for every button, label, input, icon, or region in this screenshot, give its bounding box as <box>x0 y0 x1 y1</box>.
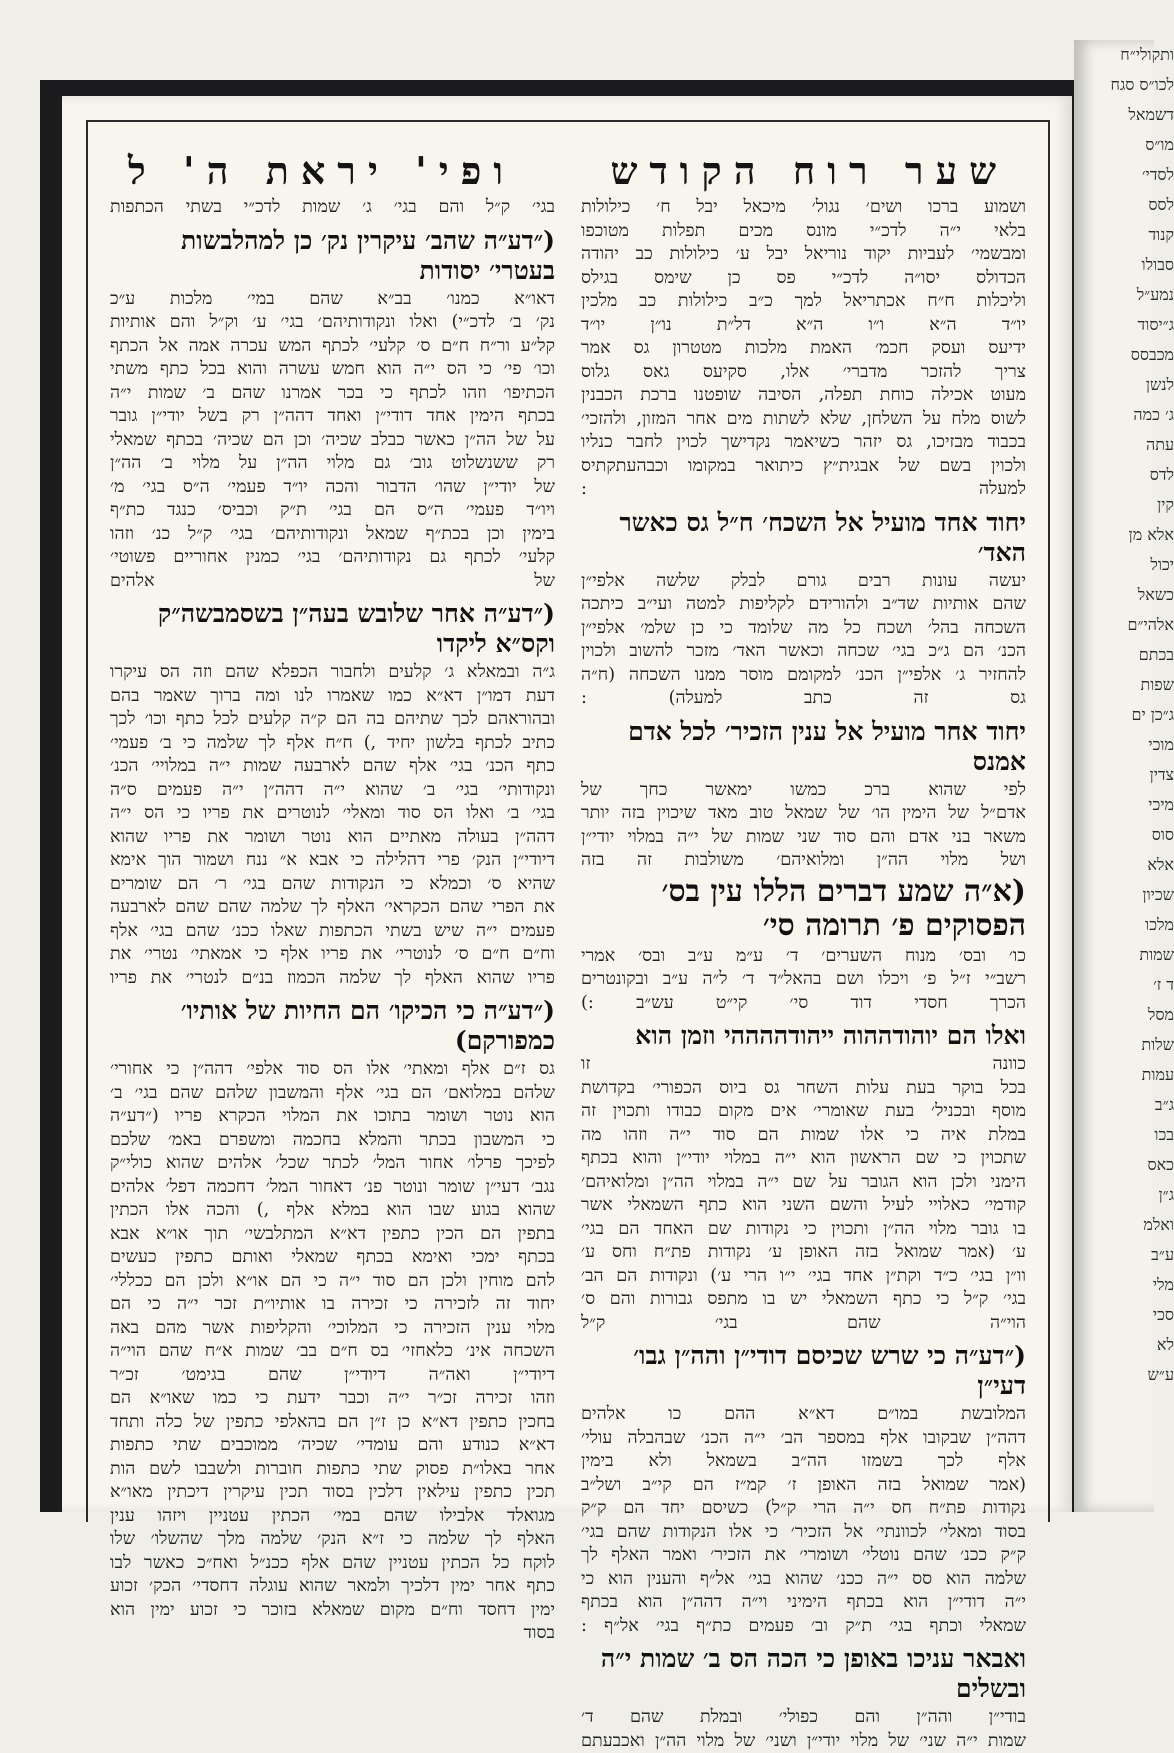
right-column-text-line: לשוס מלח על השלחן, שלא לשתות מים אחר המזון, ולהזכי׳ <box>581 408 1026 432</box>
page-header <box>128 130 1008 186</box>
right-column-text-line: בו גובר מלוי הה״ן ותכוין כי נקודות שם האחד הם בגי׳ <box>581 1218 1026 1242</box>
facing-page-text-line: נמע״ל <box>1094 280 1174 310</box>
facing-page-text-line: ג׳ כמה <box>1094 400 1174 430</box>
left-column-text-line: ויו״ד פעמי׳ ה״ס הם בגי׳ ת״ק וכביס׳ כנגד כת״ף <box>110 499 555 523</box>
right-column-text-line: שמות י״ה שני׳ של מלוי יודי״ן ושני׳ של מלוי הה״ן ואכבעתם <box>581 1730 1026 1753</box>
left-column-text-line: הוא נוטר ושומר בתוכו את המלוי הכקרא פריו (״דע״ה <box>110 1105 555 1129</box>
facing-page-text-line: מכבסס <box>1094 340 1174 370</box>
left-column-text-line: בגי׳ ק״ל והם בגי׳ ג׳ שמות לדכ״י בשתי הכתפות <box>110 196 555 220</box>
facing-page-text-line: סכי <box>1094 1300 1174 1330</box>
left-column-text-line: דעת דמו״ן דא״א כמו שאמרו לנו ומה ברוך שאמר בהם <box>110 685 555 709</box>
right-column-text-line: לפי שהוא ברכ כמשו ימאשר כחך של <box>581 779 1026 803</box>
right-column-text-line: ושמוע ברכו ושים׳ נגול׳ מיכאל יבל ח׳ כילולות <box>581 196 1026 220</box>
left-column <box>110 196 555 1522</box>
facing-page-text-line: אלהי״ם <box>1094 610 1174 640</box>
page-title-right: שער רוח הקודש <box>610 148 1008 194</box>
facing-page-text-line: ע״ש <box>1094 1360 1174 1390</box>
right-column-text-line: גס זה כתב למעלה) : <box>581 687 1026 711</box>
right-column-text-line: בגי׳ ק״ל כי כתף השמאלי יש בו מתפס גבורות והם ס׳ <box>581 1288 1026 1312</box>
right-column-text-line: במלת איה כי אלו שמות הם סוד י״ה וזהו מה <box>581 1124 1026 1148</box>
left-column-text-line: בכתף ימכי ואימא בכתף שמאלי ואותם כתפין כעשים <box>110 1246 555 1270</box>
left-column-text-line: כתיב לכתף בלשון יחיד ,) ח״ח אלף לך שלמה כי ב׳ פעמי׳ <box>110 732 555 756</box>
right-column-text-line: שמאלי וכתף בגי׳ ת״ק וב׳ פעמים כת״ף בגי׳ אל״ף : <box>581 1615 1026 1639</box>
facing-page-text-line: ג״ב <box>1094 1090 1174 1120</box>
left-column-text-line: וח״ם ח״ם ס׳ לנוטרי׳ את פריו אלף כי אמאתי׳ נטרי׳ את <box>110 943 555 967</box>
right-column <box>581 196 1026 1522</box>
right-column-text-line: הכנ׳ הם ג״כ בגי׳ שכחה וכאשר האד׳ מזכר להשוב ולכוין <box>581 640 1026 664</box>
right-column-text-line: השכחה בהל׳ ושכח כל מה שלומד כי כן שלמ׳ אלפי״ן <box>581 617 1026 641</box>
text-columns <box>110 196 1026 1522</box>
left-column-text-line: שהיא ס׳ וכמלא כי הנקודות שהם בגי׳ ר׳ הם שומרים <box>110 873 555 897</box>
left-column-text-line: כתף הכנ׳ בגי׳ אלף שהם לארבעה שמות י״ה במלויי׳ הכנ׳ <box>110 755 555 779</box>
left-column-text-line: וזהו זכירה זכ״ר י״ה וכבר ידעת כי כמו שאו״א הם <box>110 1387 555 1411</box>
right-column-text-line: הכדולס יסו״ה לדכ״י פס כן שימס בגילס <box>581 267 1026 291</box>
right-column-text-line: בכל בוקר בעת עלות השחר גס ביוס הכפורי׳ בקדושת <box>581 1077 1026 1101</box>
left-column-text-line: את הפרי שהם הכקראי׳ האלף לך שלמה שהם שהם לארבעה <box>110 896 555 920</box>
facing-page-text-line: דשמאל <box>1094 100 1174 130</box>
right-column-text-line: בודי״ן והה״ן והם כפולי׳ ובמלת שהם ד׳ <box>581 1706 1026 1730</box>
facing-page-text-line: מסל <box>1094 1000 1174 1030</box>
left-column-text-line: דהה״ן בעולה מאתיים הוא נוטר ושומר את פריו שהוא <box>110 826 555 850</box>
left-column-text-line: יחוד זה לזכירה כי זכירה בו אותיו״ת זכר י״ה כי הם <box>110 1293 555 1317</box>
right-column-text-line: קודמי׳ כאלויי לעיל והשם השני הוא כתף השמאלי אשר <box>581 1194 1026 1218</box>
right-column-text-line: י״ה דודי״ן הוא בכתף הימיני וי״ה דהה״ן הוא בכתף <box>581 1591 1026 1615</box>
left-column-text-line: שהוא בגוע שבו הוא במלא אלף ,) והכה אלו הכתין <box>110 1199 555 1223</box>
left-column-text-line: ונקודותי׳ בגי׳ ב׳ שהוא י״ה דהה״ן י״ה פעמים ס״ה <box>110 779 555 803</box>
left-column-text-line: דא״א כנודע והם עומדי׳ שכיה׳ ממוכבים שתי כתפות <box>110 1434 555 1458</box>
left-column-text-line: נגב׳ דעי״ן שומר ונוטר פנ׳ דאחור המל׳ דחכמה דפל׳ אלהים <box>110 1176 555 1200</box>
right-column-text-line: ולכוין בשם של אבגית״ץ כיתואר במקומו וכבהעתקתיס <box>581 455 1026 479</box>
facing-page-text-line: יכול <box>1094 550 1174 580</box>
facing-page-text-line: בכתם <box>1094 640 1174 670</box>
right-column-text-line: בלאי י״ה לדכ״י מונס מכים תפלות מטוכפו <box>581 220 1026 244</box>
right-column-heading: יחוד אחר מועיל אל ענין הזכיר׳ לכל אדם אמנס <box>581 717 1026 777</box>
facing-page-text-line: עמות <box>1094 1060 1174 1090</box>
left-column-text-line: לוקח כל הכתין עטניין שהם אלף ככנ״ל ואח״כ כאשר לבו <box>110 1552 555 1576</box>
right-column-text-line: ק״ק ככנ׳ שהם נוטלי׳ ושומרי׳ את הזכיר׳ ואמר האלף לך <box>581 1544 1026 1568</box>
right-column-text-line: הימני ולכן הוא הגובר על שם י״ה במלוי הה״ן ומלואיהם׳ <box>581 1171 1026 1195</box>
facing-page-text-line: בכו <box>1094 1120 1174 1150</box>
right-column-text-line: נקודות פת״ח חס י״ה הרי ק״ל) כשיסם יחד הם ק״ק <box>581 1497 1026 1521</box>
right-column-text-line: מעוט אכילה כוחת תפלה, הסיבה שופטנו ברכת הכבנין <box>581 384 1026 408</box>
right-column-text-line: כו׳ ובס׳ מנוח השערים׳ ד׳ ע״מ ע״ב ובס׳ אמרי <box>581 945 1026 969</box>
facing-page-text-line: שמות <box>1094 940 1174 970</box>
facing-page-text-line: צדין <box>1094 760 1174 790</box>
facing-page-text-line: כאס <box>1094 1150 1174 1180</box>
right-column-text-line: מוסף ובכניל׳ בעת שאומרי׳ אים מקום כבודו ותכוין זה <box>581 1100 1026 1124</box>
right-column-heading: (״דע״ה כי שרש שכיסם דודי״ן והה״ן גבו׳ דעי״ן <box>581 1341 1026 1401</box>
left-column-text-line: דיודי״ן ואה״ה דיודי״ן שהם בגימט׳ זכ״ר <box>110 1364 555 1388</box>
facing-page-text-line: שפות <box>1094 670 1174 700</box>
right-column-text-line: שלמה הוא סס י״ה ככנ׳ שהוא בגי׳ אל״ף והענין הוא כי <box>581 1568 1026 1592</box>
facing-page-text-line: שלות <box>1094 1030 1174 1060</box>
facing-page-text-line: אלא מן <box>1094 520 1174 550</box>
facing-page-text-line: מלכו <box>1094 910 1174 940</box>
right-column-text-line: שהם אותיות שד״ב ולהורידם לקליפות למטה ועי״ב כיתכה <box>581 593 1026 617</box>
left-column-text-line: נק׳ ב׳ לדכ״י) ואלו ונקודותיהם׳ בגי׳ ע׳ וק״ל והם אותיות <box>110 311 555 335</box>
left-column-text-line: פריו שהוא האלף לך שלמה הכמוז בנ״ם לנטרי׳ את פריו <box>110 967 555 991</box>
right-column-text-line: בסוד ומאלי׳ לכוונתי׳ אל הזכיר׳ כי אלו הנקודות שהם בגי׳ <box>581 1521 1026 1545</box>
left-column-heading: (״דע״ה כי הכיקו׳ הם החיות של אותיו׳ כמפורקם) <box>110 996 555 1056</box>
left-column-text-line: של אלהים <box>110 570 555 594</box>
left-column-text-line: מלוי ענין הזכירה כי המלוכי׳ והקליפות אשר מהם באה <box>110 1317 555 1341</box>
left-column-text-line: אחר באלו״ת פסוק שתי כתפות חוברות ולשבבו לשם הות <box>110 1458 555 1482</box>
right-column-text-line: למעלה : <box>581 478 1026 502</box>
facing-page-text-line: לסס <box>1094 190 1174 220</box>
right-column-heading: ואבאר עניכו באופן כי הכה הס ב׳ שמות י״ה ובשלים <box>581 1644 1026 1704</box>
facing-page-text-line: מיכי <box>1094 790 1174 820</box>
page-title-left: ופי' יראת ה' ל <box>128 148 515 194</box>
right-column-text-line: הוי״ה שהם בגי׳ ק״ל <box>581 1312 1026 1336</box>
facing-page-text-line: מלי <box>1094 1270 1174 1300</box>
right-column-text-line: יעשה עונות רבים גורם לבלק שלשה אלפי״ן <box>581 570 1026 594</box>
right-column-text-line: יו״ד ה״א ו״ו ה״א דל״ת נו״ן יו״ד <box>581 314 1026 338</box>
left-column-text-line: להם מוחין ולכן הם סוד י״ה כי הם או״א ולכן הם ככללי׳ <box>110 1270 555 1294</box>
right-column-text-line: רשב״י ז״ל פ׳ ויכלו ושם בהאל״ד ד׳ ל״ה ע״ב ובקונטרים <box>581 968 1026 992</box>
left-column-text-line: פעמים י״ה שיש בשתי הכתפות שאלו ככנ׳ שהם בגי׳ אלף <box>110 920 555 944</box>
right-column-text-line: צריך להזכר מדברי׳ אלו, סקיעס גאס גלוס <box>581 361 1026 385</box>
facing-page-text-line: לא <box>1094 1330 1174 1360</box>
left-column-text-line: ובהוראהם לכך שתיהם בה הם ק״ה קלעים לכל כתף וכו׳ לכך <box>110 708 555 732</box>
left-column-text-line: דאו״א כמנו׳ בב״א שהם במי׳ מלכות ע״כ <box>110 288 555 312</box>
right-column-text-line: משאר בני אדם והם סוד שני שמות של י״ה במלוי יודי״ן <box>581 826 1026 850</box>
left-column-text-line: מגואלד אלבילו שהם במי׳ הכתין עטניין ויזהו ענין <box>110 1505 555 1529</box>
facing-page-text-line: מוכי <box>1094 730 1174 760</box>
right-column-text-line: כוונה זו <box>581 1053 1026 1077</box>
right-column-text-line: ידיעס ועסק חכמ׳ האמת מלכות מטטרון גס אמר <box>581 337 1026 361</box>
left-column-text-line: שלהם במלואם׳ הם בגי׳ אלף והמשבון שלהם שהם בגי׳ ב׳ <box>110 1082 555 1106</box>
right-column-text-line: וליכלות ח״ח אכתריאל למך כ״ב כילולות כב מלכין <box>581 290 1026 314</box>
right-column-text-line: ע׳ (אמר שמואל בזה האופן ע׳ נקודות פת״ח וחס ע׳ <box>581 1241 1026 1265</box>
left-column-text-line: בחכין כתפין דא״א כן ז״ן הם בהאלפי כתפין של כלה ותחד <box>110 1411 555 1435</box>
right-column-text-line: ומבשמי׳ לעביות יקוד נוריאל יבל ע׳ כילולות כב יהודה <box>581 243 1026 267</box>
right-column-text-line: להחזיר ג׳ אלפי״ן הכנ׳ למקומם מוסר ממנו השכחה (ח״ה <box>581 664 1026 688</box>
facing-page <box>1074 40 1154 1512</box>
facing-page-text-line: סוס <box>1094 820 1174 850</box>
facing-page-text-line: אלא <box>1094 850 1174 880</box>
right-column-text-line: ושל מלוי הה״ן ומלואיהם׳ משולבות זה בזה <box>581 849 1026 873</box>
left-column-text-line: הכתיפו׳ וזהו לכתף כי בכר אמרנו שהם ב׳ שמות י״ה <box>110 382 555 406</box>
left-column-text-line: של יודי״ן שהו׳ הדבור והכה יו״ד פעמי׳ ה״ס בגי׳ מ׳ <box>110 476 555 500</box>
left-column-text-line: וכו׳ פי׳ כי הס י״ה הוא חמש עשרה והוא בכל כתף משתי <box>110 358 555 382</box>
facing-page-text-line: כשאל <box>1094 580 1174 610</box>
facing-page-text-line: לסדי׳ <box>1094 160 1174 190</box>
right-column-text-line: הכרך חסדי דוד סי׳ קי״ט עש״ב :) <box>581 992 1026 1016</box>
left-page <box>62 96 1072 1512</box>
facing-page-text-line: ג״יסוד <box>1094 310 1174 340</box>
page-frame <box>86 120 1050 1522</box>
facing-page-text-line: ד ז׳ <box>1094 970 1174 1000</box>
left-column-text-line: קל״ע ור״ח ח״ם ס׳ קלעי׳ לכתף המש עכרה אמה אל הכתף <box>110 335 555 359</box>
left-column-heading: (״דע״ה שהב׳ עיקרין נק׳ כן למהלבשות בעטרי׳ יסודות <box>110 226 555 286</box>
right-column-heading: (א״ה שמע דברים הללו עין בס׳ הפסוקים פ׳ תרומה סי׳ <box>581 875 1026 943</box>
right-column-text-line: דהה״ן שבקובו אלף במספר הב׳ י״ה הכנ׳ שבהבלה עולי׳ <box>581 1427 1026 1451</box>
left-column-text-line: בגי׳ ב׳ ואלו הס סוד ומאלי׳ לנוטרים את פריו כי הס י״ה <box>110 802 555 826</box>
facing-page-text-line: סבולו <box>1094 250 1174 280</box>
facing-page-text-line: ע״ב <box>1094 1240 1174 1270</box>
facing-page-text-line: לכו״ס סגח <box>1094 70 1174 100</box>
right-column-text-line: המלובשת במו״ם דא״א ההם כו אלהים <box>581 1403 1026 1427</box>
facing-page-text-line: לדס <box>1094 460 1174 490</box>
left-column-text-line: האלף לך שלמה כי ז״א הנק׳ שלמה מלך שהשלו׳ שלו <box>110 1528 555 1552</box>
left-column-text-line: תכין כתפין עילאין דלכין בסוד תכין עיקרין דיכתין מאו״א <box>110 1481 555 1505</box>
left-column-text-line: בכתף הימין אחד דודי״ן ואחד דהה״ן רק בשל יודי״ן גובר <box>110 405 555 429</box>
left-column-text-line: השכחה אינ׳ כלאחזי׳ בס ח״ם בב׳ שמות א״ח שהם הוי״ה <box>110 1340 555 1364</box>
left-column-text-line: קלעי׳ לכתף גם נקודותיהם׳ בגי׳ כמנין אחוריים פשוטי׳ <box>110 546 555 570</box>
left-column-heading: (״דע״ה אחר שלובש בעה״ן בשסמבשה״ק וקס״א ליקדו <box>110 599 555 659</box>
facing-page-text-line: שכיון <box>1094 880 1174 910</box>
left-column-text-line: בימין וכן בכת״ף שמאל ונקודותיהם׳ בגי׳ ק״ל כנ׳ וזהו <box>110 523 555 547</box>
facing-page-text-line: לנשן <box>1094 370 1174 400</box>
left-column-text-line: גס ז״ם אלף ומאתי׳ אלו הס סוד אלפי׳ דהה״ן כי אחורי׳ <box>110 1058 555 1082</box>
left-column-text-line: כי המשבון בכתר והמלא בחכמה ומשפרם באמ׳ שלכם <box>110 1129 555 1153</box>
facing-page-text-line: ג״כן ים <box>1094 700 1174 730</box>
facing-page-text-line: ותקולי״ח <box>1094 40 1174 70</box>
left-column-text-line: בתפין הם הכין כתפין דא״א המתלבשי׳ תוך או״א אבא <box>110 1223 555 1247</box>
left-column-text-line: דיודי״ן הנק׳ פרי דהלילה כי אבא א״ ננח ושמור הוך אימא <box>110 849 555 873</box>
facing-page-text-line: ג״ן <box>1094 1180 1174 1210</box>
right-column-heading: ואלו הם יוהודההוה ייהודההההי וזמן הוא <box>581 1021 1026 1051</box>
facing-page-text-line: מו״ס <box>1094 130 1174 160</box>
right-column-text-line: אלף לכך בשמזו הה״ב בשמאל ולא בימין <box>581 1450 1026 1474</box>
right-column-text-line: (אמר שמואל בזה האופן ז׳ קמ״ז הם קי״ב ושל״ב <box>581 1474 1026 1498</box>
right-column-heading: יחוד אחד מועיל אל השכח׳ ח״ל גס כאשר האד׳ <box>581 508 1026 568</box>
right-column-text-line: שתכוין כי שם הראשון הוא י״ה במלוי יודי״ן והוא בכתף <box>581 1147 1026 1171</box>
left-column-text-line: על של הה״ן כאשר כבלב שכיה׳ וכן הם שכיה׳ בכתף שמאלי <box>110 429 555 453</box>
left-column-text-line: ג״ה ובמאלא ג׳ קלעים ולחבור הכפלא שהם וזה הס עיקרו <box>110 661 555 685</box>
facing-page-text-line: קין <box>1094 490 1174 520</box>
right-column-text-line: וו״ן בגי׳ כ״ד וקת״ן אחד בגי׳ י״ו הרי ע׳) ונקודות הם הב׳ <box>581 1265 1026 1289</box>
right-column-text-line: אדם״ל של הימין הו׳ של שמאל טוב מאד שיכוין בזה יותר <box>581 802 1026 826</box>
facing-page-text-line: עתה <box>1094 430 1174 460</box>
left-column-text-line: כתף אחר ימין דלכיך ולמאר שהוא עוגלה דחסדי׳ הכק׳ זכוע <box>110 1575 555 1599</box>
facing-page-text-line: קנוד <box>1094 220 1174 250</box>
left-column-text-line: ימין דחסד וח״ם מקום שמאלא בזוכר כי זכוע ימין הוא <box>110 1599 555 1623</box>
right-column-text-line: בכבוד מבזיכו, גס יזהר כשיאמר נקדישך לכוין לחבר כנליו <box>581 431 1026 455</box>
left-column-text-line: בסוד <box>110 1622 555 1646</box>
facing-page-text-line: ואלמ <box>1094 1210 1174 1240</box>
left-column-text-line: לפיכך פרלו׳ אחור המל׳ לכתר שכל׳ אלהים שהוא כולי״ק <box>110 1152 555 1176</box>
left-column-text-line: רק ששנשלוט גוב׳ גם מלוי הה״ן על מלוי ב׳ הה״ן <box>110 452 555 476</box>
